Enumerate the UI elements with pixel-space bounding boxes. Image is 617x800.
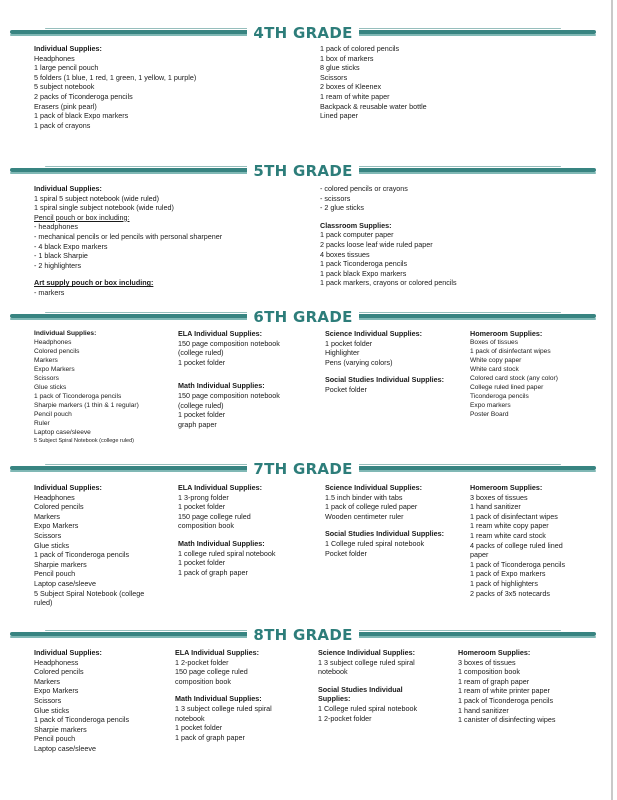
grade-4-title: 4TH GRADE [247,22,358,44]
list-item: Headphones [34,492,75,502]
list-item: 150 page college ruled [178,511,251,521]
list-item: Backpack & reusable water bottle [320,101,427,111]
list-item: Boxes of tissues [470,339,519,346]
section-heading: Homeroom Supplies: [458,648,531,657]
section-heading: Math Individual Supplies: [175,694,262,704]
section-heading: Homeroom Supplies: [470,329,543,338]
grade-6-science-ss-column [325,329,444,395]
list-item: (college ruled) [178,400,224,410]
list-item: Pens (varying colors) [325,357,393,367]
grade-7-title: 7TH GRADE [247,458,358,480]
grade-8-homeroom-column [458,648,555,725]
list-item: 4 packs of college ruled lined [470,540,563,550]
list-item: 2 packs loose leaf wide ruled paper [320,239,433,249]
section-heading: Individual Supplies: [34,330,97,337]
section-heading: Individual Supplies: [34,648,102,657]
list-item: 1 pack of Ticonderoga pencils [470,559,566,569]
grade-7-banner [10,458,596,480]
list-item: 1 college ruled spiral notebook [178,548,276,558]
list-item: Glue sticks [34,540,70,550]
list-item: 1 pack Ticonderoga pencils [320,259,408,269]
list-item: 1 3 subject college ruled spiral [318,657,415,667]
list-item: - headphones [34,222,78,232]
list-item: graph paper [178,419,217,429]
section-heading: Science Individual Supplies: [325,483,423,492]
list-item: ruled) [34,598,53,608]
list-item: 1 pack of Ticonderoga pencils [458,695,554,705]
grade-5-right-column [320,184,457,288]
list-item: 3 boxes of tissues [470,492,528,502]
list-item: Expo Markers [34,366,75,373]
list-item: composition book [178,521,234,531]
list-item: Laptop case/sleeve [34,578,96,588]
grade-5-title: 5TH GRADE [247,160,358,182]
list-item: 5 Subject Spiral Notebook (college [34,588,145,598]
section-heading: ELA Individual Supplies: [178,329,262,338]
list-item: 1 3-prong folder [178,492,229,502]
section-heading: Supplies: [318,694,351,704]
list-item: Headphoness [34,657,79,667]
list-item: - mechanical pencils or led pencils with personal sharpener [34,231,223,241]
list-item: Glue sticks [34,705,70,715]
list-item: Erasers (pink pearl) [34,101,97,111]
section-heading: Individual Supplies: [34,44,102,53]
list-item: 1 pack of colored pencils [320,44,400,53]
list-item: - 2 highlighters [34,260,82,270]
grade-6-homeroom-column [470,329,558,419]
list-item: Pocket folder [325,384,367,394]
grade-8-title: 8TH GRADE [247,624,358,646]
list-item: 1.5 inch binder with tabs [325,492,403,502]
section-heading: Individual Supplies: [34,483,102,492]
list-item: - 1 black Sharpie [34,251,88,261]
list-item: 1 pack of Ticonderoga pencils [34,393,122,400]
list-item: White card stock [470,366,519,373]
list-item: 150 page composition notebook [178,390,280,400]
list-item: Glue sticks [34,384,67,391]
list-item: 1 pack of crayons [34,120,91,130]
list-item: - 4 black Expo markers [34,241,108,251]
list-item: Scissors [320,72,348,82]
list-item: - 2 glue sticks [320,203,364,213]
section-heading: ELA Individual Supplies: [175,648,259,657]
grade-4-banner [10,22,596,44]
list-item: - scissors [320,193,351,203]
list-item: 1 pack of Ticonderoga pencils [34,715,130,725]
list-item: Colored pencils [34,502,84,512]
list-item: 1 College ruled spiral notebook [325,538,425,548]
list-item: Pencil pouch [34,411,72,418]
list-item: 2 packs of 3x5 notecards [470,588,550,598]
grade-8-ela-math-column [175,648,272,742]
grade-5-left-column [34,184,222,298]
list-item: Pencil pouch [34,569,76,579]
list-item: 1 composition book [458,667,520,677]
list-item: 1 2-pocket folder [318,713,372,723]
list-item: Sharpie markers [34,724,87,734]
list-item: 1 large pencil pouch [34,63,99,73]
list-item: 1 ream of graph paper [458,676,530,686]
list-item: 1 pack black Expo markers [320,268,407,278]
list-item: 1 pocket folder [178,558,226,568]
grade-8-banner [10,624,596,646]
list-item: 1 ream white card stock [470,530,546,540]
list-item: Headphones [34,339,72,346]
grade-7-science-ss-column [325,483,444,558]
list-item: Scissors [34,375,59,382]
list-item: - colored pencils or crayons [320,184,408,193]
list-item: Markers [34,511,60,521]
list-item: 1 spiral 5 subject notebook (wide ruled) [34,193,160,203]
section-heading: Social Studies Individual Supplies: [325,529,445,539]
list-item: 1 box of markers [320,53,374,63]
list-item: 1 pack of graph paper [175,732,245,742]
list-item: Ticonderoga pencils [470,393,529,400]
section-heading: Science Individual Supplies: [318,648,416,657]
grade-7-ela-math-column [178,483,276,577]
list-item: Expo Markers [34,521,79,531]
list-item: White copy paper [470,357,522,364]
list-item: Scissors [34,530,62,540]
list-item: 1 pocket folder [178,357,226,367]
grade-6-individual-column [34,329,139,445]
list-item: 1 pack of black Expo markers [34,111,129,121]
list-item: Pencil pouch [34,734,76,744]
list-item: Expo markers [470,402,511,409]
list-item: 1 pack of graph paper [178,567,248,577]
list-item: 1 canister of disinfecting wipes [458,715,556,725]
list-item: 1 3 subject college ruled spiral [175,703,272,713]
list-item: 1 pack markers, crayons or colored pencils [320,278,457,288]
list-item: Sharpie markers [34,559,87,569]
list-item: 3 boxes of tissues [458,657,516,667]
list-item: 5 Subject Spiral Notebook (college ruled) [34,438,134,444]
grade-8-science-ss-column [318,648,417,723]
section-heading: Social Studies Individual [318,684,403,694]
list-item: 1 pack of highlighters [470,578,538,588]
section-heading: ELA Individual Supplies: [178,483,262,492]
list-item: 1 pocket folder [175,723,223,733]
list-item: composition book [175,676,231,686]
list-item: 1 spiral single subject notebook (wide ruled) [34,203,174,213]
list-item: Headphones [34,53,75,63]
list-item: 1 ream white copy paper [470,521,549,531]
grade-6-ela-math-column [178,329,280,429]
grade-4-right-column [320,44,427,121]
section-heading: Math Individual Supplies: [178,538,265,548]
list-item: 1 pocket folder [178,410,226,420]
list-item: paper [470,550,489,560]
list-item: 1 hand sanitizer [458,705,509,715]
list-item: 1 ream of white paper [320,91,390,101]
list-item: Poster Board [470,411,509,418]
grade-6-title: 6TH GRADE [247,306,358,328]
grade-4-left-column [34,44,196,130]
grade-5-banner [10,160,596,182]
list-item: Lined paper [320,111,358,121]
section-heading: Math Individual Supplies: [178,381,265,391]
section-heading: Individual Supplies: [34,184,102,193]
list-item: Pocket folder [325,548,367,558]
list-item: Scissors [34,695,62,705]
list-item: Ruler [34,420,50,427]
section-heading: Homeroom Supplies: [470,483,543,492]
list-item: 150 page college ruled [175,667,248,677]
list-item: Sharpie markers (1 thin & 1 regular) [34,402,139,409]
list-item: 1 pack of college ruled paper [325,502,418,512]
list-item: 2 packs of Ticonderoga pencils [34,91,133,101]
list-item: Colored card stock (any color) [470,375,558,382]
list-item: notebook [175,713,205,723]
grade-7-individual-column [34,483,144,608]
list-item: 4 boxes tissues [320,249,370,259]
list-item: 1 pack of disinfectant wipes [470,348,551,355]
section-heading: Art supply pouch or box including: [34,278,154,288]
section-heading: Science Individual Supplies: [325,329,423,338]
list-item: 8 glue sticks [320,63,360,73]
list-item: 2 boxes of Kleenex [320,82,382,92]
list-item: (college ruled) [178,348,224,358]
list-item: 1 College ruled spiral notebook [318,703,418,713]
list-item: Expo Markers [34,686,79,696]
section-heading: Classroom Supplies: [320,220,392,230]
list-item: 5 folders (1 blue, 1 red, 1 green, 1 yellow, 1 purple) [34,72,197,82]
list-item: Highlighter [325,348,360,358]
list-item: Wooden centimeter ruler [325,511,404,521]
grade-8-individual-column [34,648,129,754]
list-item: 5 subject notebook [34,82,95,92]
section-heading: Pencil pouch or box including: [34,212,130,222]
list-item: 1 pocket folder [325,338,373,348]
list-item: Markers [34,676,60,686]
section-heading: Social Studies Individual Supplies: [325,375,445,385]
list-item: notebook [318,667,348,677]
list-item: 1 pack of Expo markers [470,569,546,579]
list-item: 1 ream of white printer paper [458,686,550,696]
list-item: 1 2-pocket folder [175,657,229,667]
list-item: 1 pack computer paper [320,230,394,240]
list-item: 1 pack of Ticonderoga pencils [34,550,130,560]
grade-6-banner [10,306,596,328]
list-item: 150 page composition notebook [178,338,280,348]
list-item: 1 hand sanitizer [470,502,521,512]
list-item: - markers [34,287,65,297]
list-item: Markers [34,357,58,364]
list-item: 1 pocket folder [178,502,226,512]
list-item: Laptop case/sleeve [34,743,96,753]
list-item: Laptop case/sleeve [34,429,91,436]
list-item: College ruled lined paper [470,384,544,391]
list-item: 1 pack of disinfectant wipes [470,511,558,521]
list-item: Colored pencils [34,348,80,355]
list-item: Colored pencils [34,667,84,677]
grade-7-homeroom-column [470,483,565,598]
